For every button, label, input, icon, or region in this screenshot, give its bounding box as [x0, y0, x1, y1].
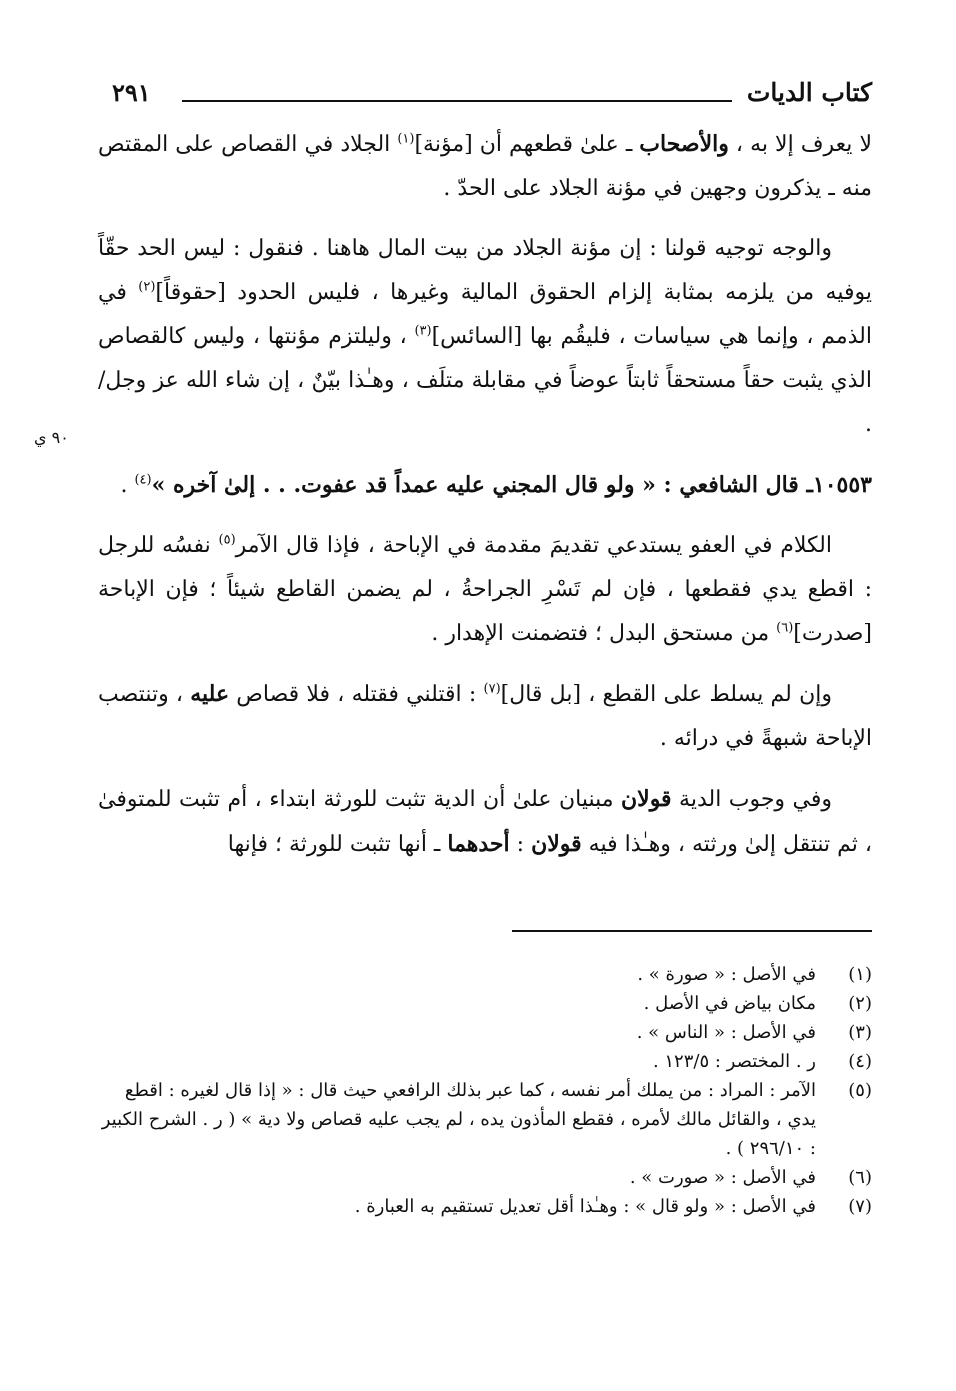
- header-rule: [182, 100, 732, 102]
- footnote-item: (٢) مكان بياض في الأصل .: [643, 993, 872, 1014]
- paragraph-1: لا يعرف إلا به ، والأصحاب ـ علىٰ قطعهم أن [مؤنة]$^{(١)}$ الجلاد في القصاص على المقتص منه ـ يذكرون وجهين في مؤنة الجلاد على الحدّ .: [98, 131, 872, 201]
- footnote-ref: (٣): [414, 323, 432, 339]
- footnote-item: (٤) ر . المختصر : ١٢٣/٥ .: [652, 1051, 872, 1072]
- paragraph-2: والوجه توجيه قولنا : إن مؤنة الجلاد من بيت المال هاهنا . فنقول : ليس الحد حقّاً يوفيه من يلزمه بمثابة إلزام الحقوق المالية وغيرها ، فليس الحدود [حقوقاً]$^{(٢)}$ في الذمم ، وإنما هي سياسات ، فليقُم بها [السائس]$^{(٣)}$ ، وليلتزم مؤنتها ، وليس كالقصاص الذي يثبت حقاً مستحقاً ثابتاً عوضاً في مقابلة متلَف ، وهـٰذا بيّنٌ ، إن شاء الله عز وجل/ .: [98, 236, 873, 437]
- footnote-item: (١) في الأصل : « صورة » .: [637, 964, 872, 985]
- footnote-ref: (٧): [483, 681, 501, 697]
- chapter-title: كتاب الديات: [746, 78, 872, 107]
- footnote-ref: (٢): [138, 279, 156, 295]
- footnote-separator: [512, 930, 872, 932]
- footnote-ref: (٤): [134, 472, 152, 488]
- footnote-item: (٦) في الأصل : « صورت » .: [629, 1167, 872, 1188]
- main-text: [98, 122, 872, 883]
- footnote-item: (٧) في الأصل : « ولو قال » : وهـٰذا أقل تعديل تستقيم به العبارة .: [354, 1196, 872, 1217]
- footnotes: [98, 960, 872, 1221]
- footnote-ref: (٥): [218, 532, 236, 548]
- footnote-item: (٥) الآمر : المراد : من يملك أمر نفسه ، كما عبر بذلك الرافعي حيث قال : « إذا قال لغيره : اقطع يدي ، والقائل مالك لأمره ، فقطع المأذون يده ، لم يجب عليه قصاص ولا دية » ( ر . الشرح الكبير : ٢٩٦/١٠ ) .: [101, 1080, 872, 1159]
- paragraph-5: وإن لم يسلط على القطع ، [بل قال]$^{(٧)}$ : اقتلني فقتله ، فلا قصاص عليه ، وتنتصب الإباحة شبهةً في درائه .: [98, 681, 872, 751]
- page-header: [112, 78, 872, 118]
- paragraph-4: الكلام في العفو يستدعي تقديمَ مقدمة في الإباحة ، فإذا قال الآمر$^{(٥)}$ نفسُه للرجل : اقطع يدي فقطعها ، فإن لم تَسْرِ الجراحةُ ، لم يضمن القاطع شيئاً ؛ فإن الإباحة [صدرت]$^{(٦)}$ من مستحق البدل ؛ فتضمنت الإهدار .: [98, 532, 872, 646]
- footnote-ref: (١): [397, 131, 415, 147]
- page-number: ٢٩١: [112, 78, 151, 107]
- footnote-ref: (٦): [776, 620, 794, 636]
- margin-note: ٩٠ ي: [34, 428, 69, 447]
- footnote-item: (٣) في الأصل : « الناس » .: [636, 1022, 872, 1043]
- paragraph-6: وفي وجوب الدية قولان مبنيان علىٰ أن الدية تثبت للورثة ابتداء ، أم تثبت للمتوفىٰ ، ثم تنتقل إلىٰ ورثته ، وهـٰذا فيه قولان : أحدهما ـ أنها تثبت للورثة ؛ فإنها: [98, 786, 872, 857]
- paragraph-3: ١٠٥٥٣ـ قال الشافعي : « ولو قال المجني عليه عمداً قد عفوت. . . إلىٰ آخره »$^{(٤)}$ .: [120, 472, 872, 498]
